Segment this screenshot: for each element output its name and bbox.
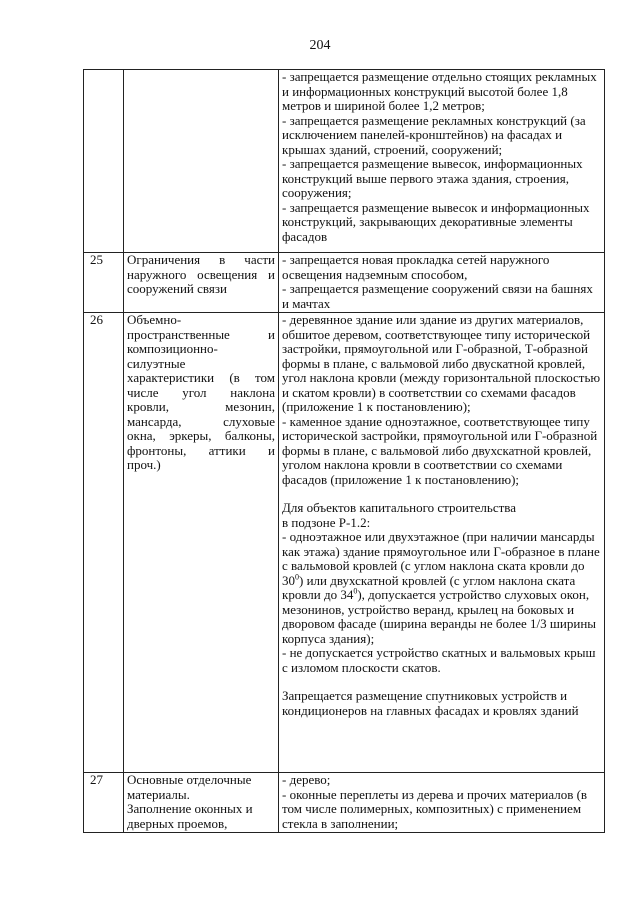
label-line: Ограничения в части [127, 252, 275, 267]
label-line: фронтоны, аттики и [127, 442, 275, 458]
text-run: ) или двухскатной кровлей (с углом наклона ската кровли до 34 [282, 572, 576, 602]
paragraph: - запрещается новая прокладка сетей наружного освещения надземным способом, [282, 252, 550, 282]
row-content [279, 313, 605, 773]
table-row [84, 773, 605, 833]
paragraph: - дерево; [282, 772, 331, 787]
spacer [282, 675, 601, 689]
degree-mark: 0 [353, 586, 358, 596]
text-run: ), допускается устройство слуховых окон, мезонинов, устройство веранд, крылец на боковых и дворовом фасаде (ширина веранды не более 1/3 ширины корпуса здания); [282, 587, 597, 646]
row-label [124, 313, 279, 773]
subzone-name: в подзоне Р-1.2: [282, 514, 371, 530]
row-label [124, 773, 279, 833]
row-number [84, 70, 124, 253]
label-line: числе угол наклона [127, 384, 275, 400]
subzone-item: - не допускается устройство скатных и вальмовых крыш с изломом плоскости скатов. [282, 645, 596, 675]
row-number: 25 [84, 253, 124, 313]
label-line: Основные отделочные [127, 772, 252, 787]
label-line: проч.) [127, 457, 161, 472]
paragraph: - запрещается размещение отдельно стоящих рекламных и информационных конструкций высотой более 1,8 метров и шириной более 1,2 метров; [282, 69, 597, 113]
paragraph: - каменное здание одноэтажное, соответствующее типу исторической застройки, прямоугольной или Г-образной формы в плане, с вальмовой либо двухскатной кровлей, уголом наклона кровли в соответствии со схемами фасадов (приложение 1 к постановлению); [282, 413, 598, 487]
label-line: силуэтные [127, 355, 186, 371]
degree-mark: 0 [295, 572, 299, 582]
table-row [84, 70, 605, 253]
final-note: Запрещается размещение спутниковых устройств и кондиционеров на главных фасадах и кровлях зданий [282, 688, 579, 718]
row-content [279, 773, 605, 833]
paragraph: - оконные переплеты из дерева и прочих материалов (в том числе полимерных, композитных) с применением стекла в заполнении; [282, 786, 588, 831]
row-content [279, 70, 605, 253]
subzone-title: Для объектов капитального строительства [282, 500, 517, 515]
row-content [279, 253, 605, 313]
paragraph: - деревянное здание или здание из других материалов, обшитое деревом, соответствующее типу исторической застройки, прямоугольной или Г-образной, Т-образной формы в плане, с вальмовой либо двускатной кровлей, угол наклона кровли (между горизонтальной плоскостью и скатом кровли) в соответствии со схемами фасадов (приложение 1 к постановлению); [282, 312, 601, 414]
row-number: 26 [84, 313, 124, 773]
label-line: характеристики (в том [127, 370, 275, 385]
text-run: - одноэтажное или двухэтажное (при наличии мансарды как этажа) здание прямоугольное или Г-образное в плане с вальмовой кровлей (с углом наклона ската кровли до 30 [282, 529, 600, 588]
label-line: мансарда, слуховые [127, 413, 275, 429]
requirements-table [83, 69, 605, 833]
row-number: 27 [84, 773, 124, 833]
label-line: пространственные и [127, 326, 275, 342]
label-line: Заполнение оконных и [127, 801, 253, 816]
page-number: 204 [309, 38, 331, 53]
label-line: Объемно- [127, 312, 182, 327]
label-line: сооружений связи [127, 281, 227, 296]
label-line: окна, эркеры, балконы, [127, 428, 275, 443]
subzone-item [282, 530, 601, 646]
table-row [84, 253, 605, 313]
paragraph: - запрещается размещение вывесок, информационных конструкций выше первого этажа здания, строения, сооружения; [282, 156, 583, 200]
label-line: материалы. [127, 786, 190, 802]
paragraph: - запрещается размещение рекламных конструкций (за исключением панелей-кронштейнов) на фасадах и крышах зданий, строений, сооружений; [282, 112, 586, 157]
paragraph: - запрещается размещение сооружений связи на башнях и мачтах [282, 281, 593, 311]
row-label [124, 253, 279, 313]
paragraph: - запрещается размещение вывесок и информационных конструкций, закрывающих декоративные элементы фасадов [282, 199, 590, 244]
label-line: дверных проемов, [127, 815, 228, 831]
table-row [84, 313, 605, 773]
label-line: наружного освещения и [127, 266, 275, 282]
spacer [282, 487, 601, 501]
row-label [124, 70, 279, 253]
label-line: композиционно- [127, 341, 218, 356]
label-line: кровли, мезонин, [127, 399, 275, 414]
